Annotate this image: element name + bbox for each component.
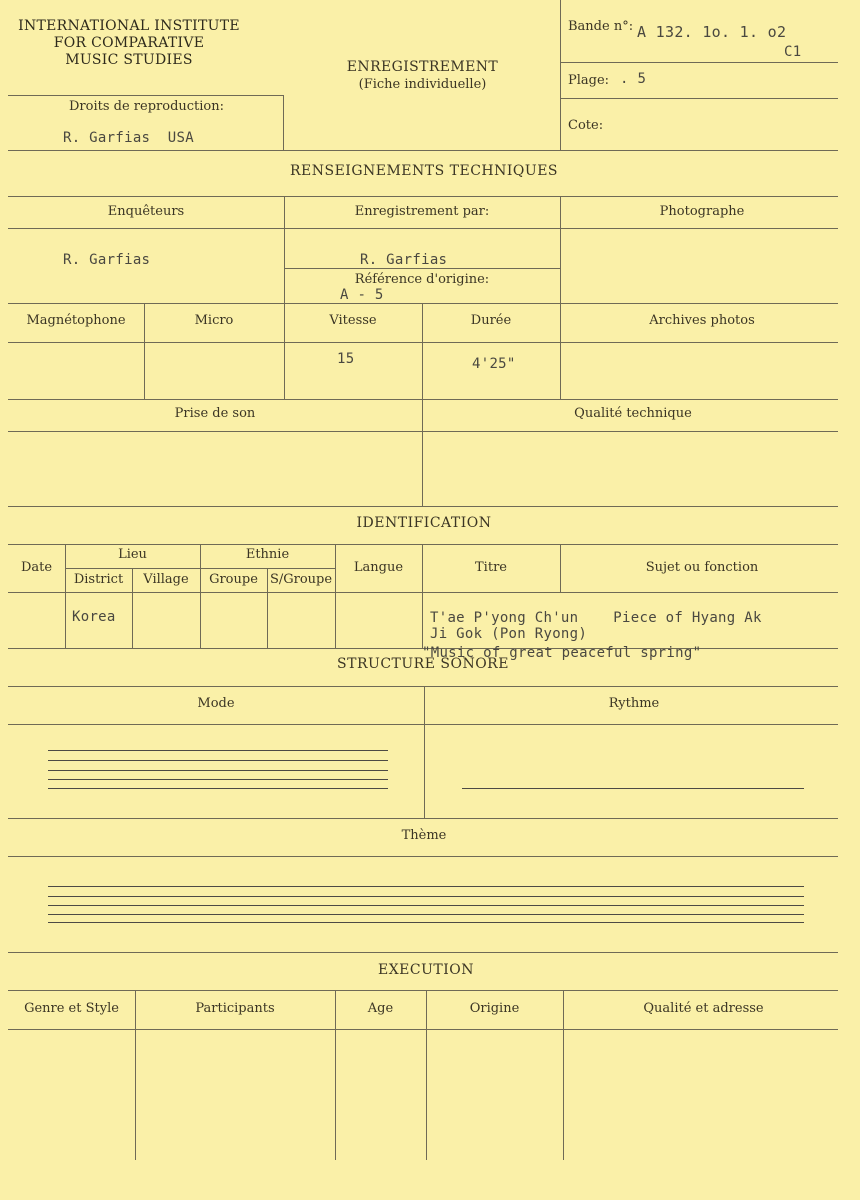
mode-label: Mode <box>197 696 235 711</box>
track-value[interactable]: . 5 <box>620 71 647 87</box>
rule <box>8 1029 838 1030</box>
recorded-by-label: Enregistrement par: <box>354 204 490 219</box>
investigators-label: Enquêteurs <box>107 204 185 219</box>
technical-quality-label: Qualité technique <box>574 406 692 421</box>
rule <box>8 150 838 151</box>
genre-style-label: Genre et Style <box>24 1001 119 1016</box>
rule <box>8 399 838 400</box>
participants-label: Participants <box>195 1001 275 1016</box>
rule <box>8 592 838 593</box>
rule <box>8 856 838 857</box>
institute-line: INTERNATIONAL INSTITUTE <box>18 18 240 34</box>
form-subtitle: (Fiche individuelle) <box>358 77 487 92</box>
rule <box>8 303 838 304</box>
mode-writing-line <box>48 760 388 761</box>
sound-recording-label: Prise de son <box>174 406 256 421</box>
rule <box>8 952 838 953</box>
micro-label: Micro <box>194 313 234 328</box>
theme-label: Thème <box>401 828 447 843</box>
track-label: Plage: <box>568 73 610 88</box>
execution-section-title: EXECUTION <box>377 962 474 978</box>
rule <box>8 228 838 229</box>
speed-value[interactable]: 15 <box>337 351 355 367</box>
theme-writing-line <box>48 896 804 897</box>
photo-archives-label: Archives photos <box>649 313 755 328</box>
rule <box>283 95 284 150</box>
rule <box>8 506 838 507</box>
village-label: Village <box>143 572 189 587</box>
header-divider-right <box>560 0 561 150</box>
subject-label: Sujet ou fonction <box>645 560 759 575</box>
origin-reference-label: Référence d'origine: <box>354 272 490 287</box>
origin-reference-value[interactable]: A - 5 <box>340 287 384 303</box>
rule <box>8 544 838 545</box>
subgroup-label: S/Groupe <box>269 572 333 587</box>
tape-recorder-label: Magnétophone <box>26 313 126 328</box>
rule <box>560 62 838 63</box>
title-value-line-3[interactable]: "Music of great peaceful spring" <box>422 645 702 661</box>
date-label: Date <box>20 560 53 575</box>
language-label: Langue <box>353 560 404 575</box>
rule <box>284 268 560 269</box>
theme-writing-line <box>48 914 804 915</box>
rule <box>560 196 561 399</box>
rule <box>8 724 838 725</box>
investigators-value[interactable]: R. Garfias <box>63 252 151 268</box>
tape-number-value-2[interactable]: C1 <box>784 44 802 60</box>
age-label: Age <box>367 1001 394 1016</box>
rule <box>8 686 838 687</box>
rights-value[interactable]: R. Garfias USA <box>63 130 194 146</box>
rule <box>8 431 838 432</box>
rule <box>8 196 838 197</box>
institute-name <box>0 18 258 69</box>
rhythm-label: Rythme <box>608 696 660 711</box>
title-value-line-1[interactable]: T'ae P'yong Ch'un Piece of Hyang Ak <box>430 610 762 626</box>
photographer-label: Photographe <box>659 204 745 219</box>
rule <box>65 568 335 569</box>
rhythm-writing-line <box>462 788 804 789</box>
group-label: Groupe <box>209 572 258 587</box>
mode-writing-line <box>48 770 388 771</box>
duration-value[interactable]: 4'25" <box>472 356 516 372</box>
origin-label: Origine <box>469 1001 520 1016</box>
speed-label: Vitesse <box>329 313 377 328</box>
rule <box>8 342 838 343</box>
recorded-by-value[interactable]: R. Garfias <box>360 252 448 268</box>
place-label: Lieu <box>118 547 147 562</box>
cote-label: Cote: <box>568 118 604 133</box>
rule <box>8 95 284 96</box>
title-label: Titre <box>475 560 507 575</box>
institute-line: FOR COMPARATIVE <box>53 35 205 51</box>
tape-number-value[interactable]: A 132. 1o. 1. o2 <box>637 23 787 41</box>
duration-label: Durée <box>470 313 512 328</box>
theme-writing-line <box>48 886 804 887</box>
form-title: ENREGISTREMENT <box>346 59 499 75</box>
structure-section-title: STRUCTURE SONORE <box>337 656 509 672</box>
rule <box>8 818 838 819</box>
technical-section-title: RENSEIGNEMENTS TECHNIQUES <box>289 163 559 179</box>
district-value[interactable]: Korea <box>72 609 116 625</box>
title-value-line-2[interactable]: Ji Gok (Pon Ryong) <box>430 626 588 642</box>
institute-line: MUSIC STUDIES <box>65 52 193 68</box>
theme-writing-line <box>48 905 804 906</box>
rights-label: Droits de reproduction: <box>69 99 225 114</box>
identification-section-title: IDENTIFICATION <box>356 515 492 531</box>
rule <box>8 990 838 991</box>
theme-writing-line <box>48 922 804 923</box>
ethnic-label: Ethnie <box>245 547 290 562</box>
tape-number-label: Bande n°: <box>568 19 634 34</box>
rule <box>284 196 285 399</box>
mode-writing-line <box>48 750 388 751</box>
mode-writing-line <box>48 779 388 780</box>
district-label: District <box>73 572 124 587</box>
rule <box>560 98 838 99</box>
quality-address-label: Qualité et adresse <box>643 1001 764 1016</box>
mode-writing-line <box>48 788 388 789</box>
